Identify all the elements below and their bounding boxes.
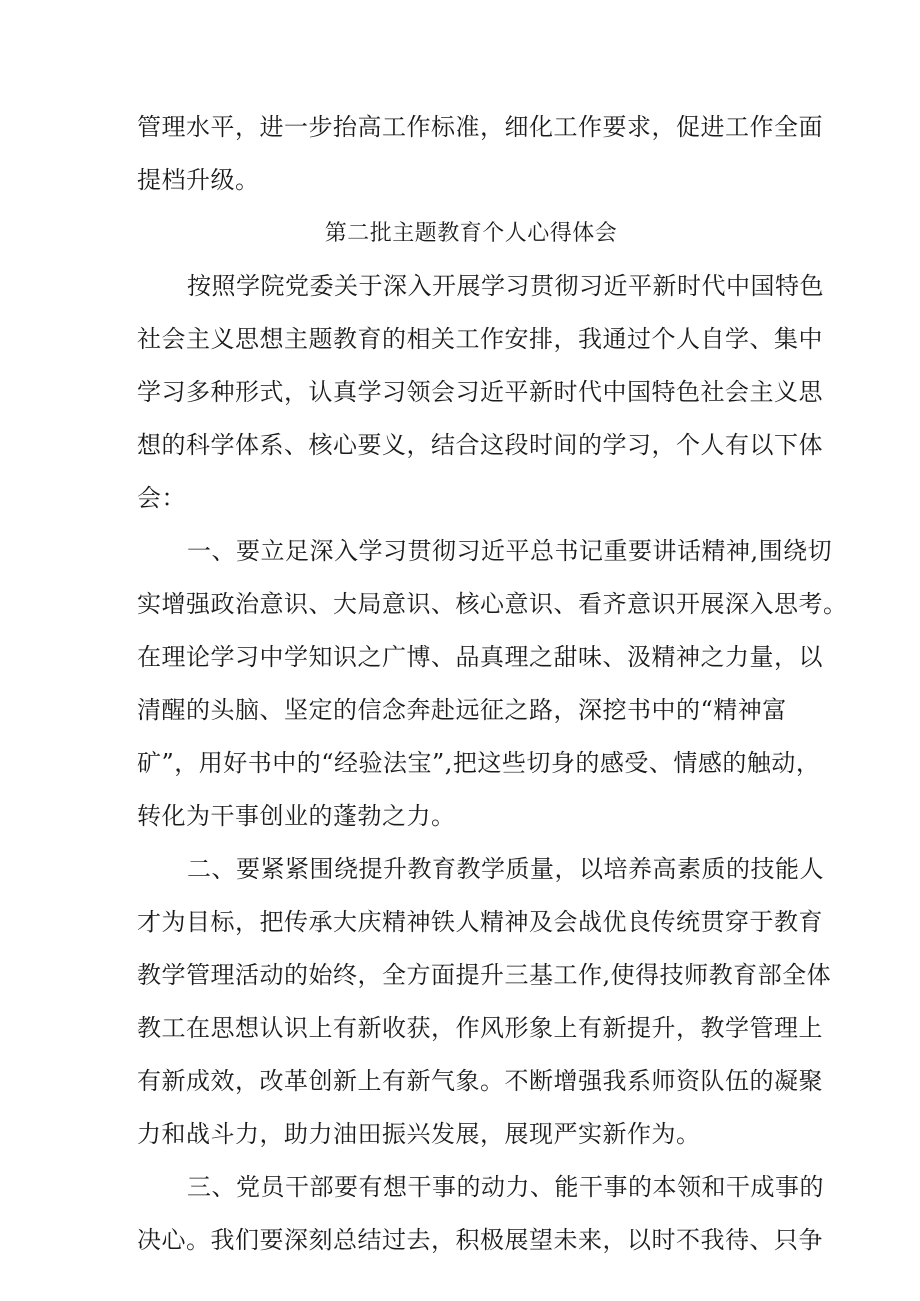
- point-one-paragraph: [137, 525, 848, 843]
- document-title: 第二批主题教育个人心得体会: [324, 221, 618, 246]
- paragraph-line: 三、党员干部要有想干事的动力、能干事的本领和干成事的: [187, 1173, 824, 1201]
- paragraph-line: 想的科学体系、核心要义，结合这段时间的学习，个人有以下体: [137, 431, 823, 459]
- paragraph-line: 清醒的头脑、坚定的信念奔赴远征之路，深挖书中的“精神富: [137, 696, 787, 724]
- paragraph-line: 矿”，用好书中的“经验法宝”,把这些切身的感受、情感的触动，: [137, 749, 821, 777]
- paragraph-line: 提档升级。: [137, 166, 260, 194]
- paragraph-line: 转化为干事创业的蓬勃之力。: [137, 802, 456, 830]
- document-body: [137, 101, 848, 1267]
- intro-paragraph: [137, 260, 824, 525]
- paragraph-line: 力和战斗力，助力油田振兴发展，展现严实新作为。: [137, 1120, 701, 1148]
- paragraph-line: 按照学院党委关于深入开展学习贯彻习近平新时代中国特色: [187, 272, 824, 300]
- paragraph-line: 才为目标，把传承大庆精神铁人精神及会战优良传统贯穿于教育: [137, 908, 823, 936]
- paragraph-line: 社会主义思想主题教育的相关工作安排，我通过个人自学、集中: [137, 325, 823, 353]
- paragraph-line: 学习多种形式，认真学习领会习近平新时代中国特色社会主义思: [137, 378, 823, 406]
- paragraph-line: 在理论学习中学知识之广博、品真理之甜味、汲精神之力量，以: [137, 643, 823, 671]
- paragraph-line: 二、要紧紧围绕提升教育教学质量，以培养高素质的技能人: [187, 855, 824, 883]
- point-three-paragraph: [137, 1161, 824, 1267]
- paragraph-line: 管理水平，进一步抬高工作标准，细化工作要求，促进工作全面: [137, 113, 823, 141]
- paragraph-line: 有新成效，改革创新上有新气象。不断增强我系师资队伍的凝聚: [137, 1067, 823, 1095]
- paragraph-line: 实增强政治意识、大局意识、核心意识、看齐意识开展深入思考。: [137, 590, 848, 618]
- paragraph-line: 决心。我们要深刻总结过去，积极展望未来，以时不我待、只争: [137, 1226, 823, 1254]
- paragraph-line: 一、要立足深入学习贯彻习近平总书记重要讲话精神,围绕切: [187, 537, 833, 565]
- paragraph-line: 会：: [137, 484, 186, 512]
- paragraph-line: 教学管理活动的始终，全方面提升三基工作,使得技师教育部全体: [137, 961, 832, 989]
- point-two-paragraph: [137, 843, 832, 1161]
- paragraph-line: 教工在思想认识上有新收获，作风形象上有新提升，教学管理上: [137, 1014, 823, 1042]
- opening-paragraph: [137, 101, 823, 207]
